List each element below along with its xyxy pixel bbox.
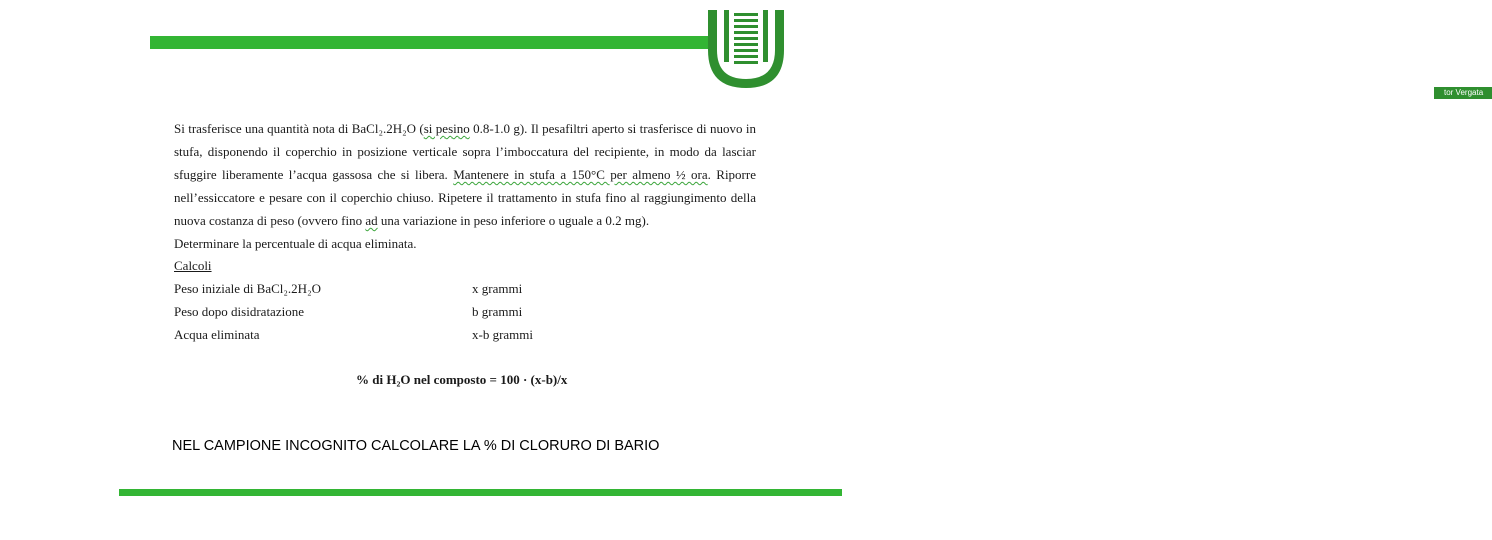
intro-text-6: ad	[365, 213, 378, 228]
calc-row-value: b grammi	[472, 304, 523, 319]
percentage-formula: % di H₂O nel composto = 100 · (x-b)/x	[356, 372, 568, 387]
intro-text-5: . Riporre nell’essiccatore e pesare con il coperchio chiuso. Ripetere il trattamento in stufa fino al raggiungimento della nuova costanza di peso (ovvero fino	[174, 167, 756, 228]
intro-text-3: 0.8-1.0 g). Il pesafiltri aperto si trasferisce di nuovo in stufa, disponendo il coperchio in posizione verticale sopra l’imboccatura del recipiente, in modo da lasciar sfuggire liberamente l’acqua gassosa che si libera.	[174, 121, 756, 182]
task-line: Determinare la percentuale di acqua eliminata.	[174, 236, 417, 251]
intro-text-1: Si trasferisce una quantità nota di BaCl₂.2H₂O (	[174, 121, 424, 136]
procedure-paragraph	[174, 117, 756, 255]
footer-instruction: NEL CAMPIONE INCOGNITO CALCOLARE LA % DI CLORURO DI BARIO	[172, 438, 660, 454]
intro-text-7: una variazione in peso inferiore o uguale a 0.2 mg).	[377, 213, 650, 228]
calc-row-label: Peso dopo disidratazione	[174, 304, 304, 319]
university-logo	[708, 10, 1484, 97]
intro-text-4: Mantenere in stufa a 150°C per almeno ½ ora	[453, 167, 708, 182]
calc-row-label: Peso iniziale di BaCl₂.2H₂O	[174, 281, 321, 296]
top-accent-bar	[150, 36, 710, 49]
university-emblem-icon	[708, 10, 784, 90]
bottom-accent-bar	[119, 489, 842, 496]
calc-heading: Calcoli	[174, 258, 212, 273]
calc-row-value: x-b grammi	[472, 327, 534, 342]
calc-row-label: Acqua eliminata	[174, 327, 260, 342]
calc-row-value: x grammi	[472, 281, 523, 296]
intro-text-2: si pesino	[423, 121, 470, 136]
logo-caption: tor Vergata	[1434, 87, 1492, 99]
